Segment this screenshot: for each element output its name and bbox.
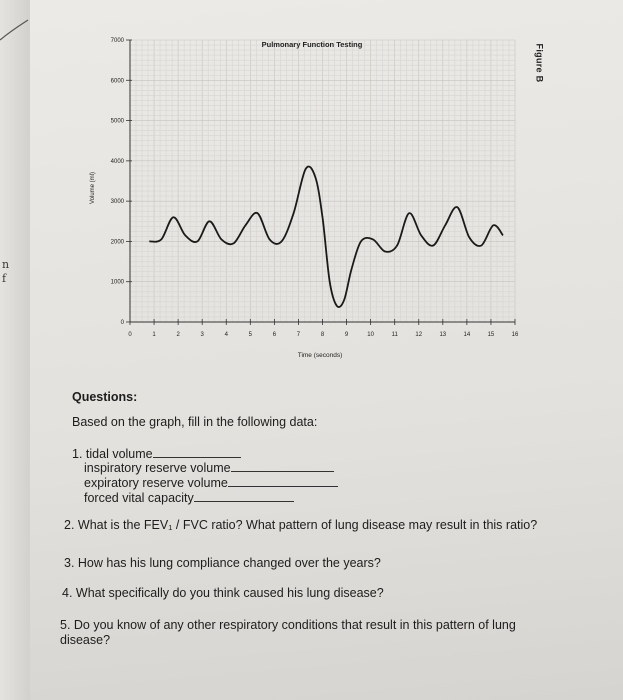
x-tick-label: 2 [176, 332, 180, 338]
y-tick-label: 1000 [110, 279, 124, 286]
x-tick-label: 16 [511, 332, 519, 338]
x-tick-label: 5 [248, 332, 252, 338]
chart-title: Pulmonary Function Testing [261, 40, 363, 49]
q1-item-label: forced vital capacity [84, 491, 194, 505]
x-tick-label: 3 [200, 332, 204, 338]
x-tick-label: 0 [128, 332, 132, 338]
x-tick-label: 10 [367, 332, 374, 338]
y-tick-label: 0 [120, 320, 124, 326]
y-tick-label: 6000 [110, 78, 124, 85]
x-axis-label: Time (seconds) [297, 352, 343, 359]
x-tick-label: 13 [439, 332, 447, 338]
x-tick-label: 1 [152, 332, 156, 338]
questions-heading: Questions: [72, 390, 138, 404]
y-tick-label: 7000 [110, 38, 124, 44]
edge-glyph: f [2, 272, 7, 285]
y-tick-label: 2000 [110, 239, 124, 246]
q1-item-label: tidal volume [85, 447, 153, 461]
edge-glyph: n [2, 258, 10, 271]
x-tick-label: 8 [320, 332, 325, 338]
y-tick-label: 5000 [110, 118, 124, 125]
question-4: 4. What specifically do you think caused his lung disease? [62, 586, 384, 600]
question-3: 3. How has his lung compliance changed over the years? [64, 556, 381, 570]
y-tick-label: 3000 [110, 199, 124, 206]
x-tick-label: 4 [224, 332, 228, 338]
question-1-number: 1. [72, 447, 83, 461]
question-5-line-1: 5. Do you know of any other respiratory conditions that result in this pattern of lung [60, 618, 516, 632]
x-tick-label: 11 [391, 332, 398, 338]
x-tick-label: 7 [296, 332, 301, 338]
q1-item-label: expiratory reserve volume [84, 476, 228, 490]
x-tick-label: 15 [487, 332, 495, 338]
q1-item-label: inspiratory reserve volume [84, 461, 231, 475]
x-tick-label: 14 [463, 332, 471, 338]
question-2: 2. What is the FEV₁ / FVC ratio? What pattern of lung disease may result in this ratio? [64, 518, 538, 532]
y-tick-label: 4000 [110, 158, 124, 165]
x-tick-label: 9 [344, 332, 349, 338]
chart-grid [130, 40, 515, 322]
figure-label: Figure B [534, 43, 545, 83]
pen-mark [0, 20, 28, 40]
x-tick-label: 12 [415, 332, 423, 338]
question-5-line-2: disease? [60, 633, 111, 647]
questions-intro: Based on the graph, fill in the following data: [72, 415, 318, 429]
y-axis-label: Volume (ml) [90, 171, 96, 205]
x-tick-label: 6 [272, 332, 277, 338]
